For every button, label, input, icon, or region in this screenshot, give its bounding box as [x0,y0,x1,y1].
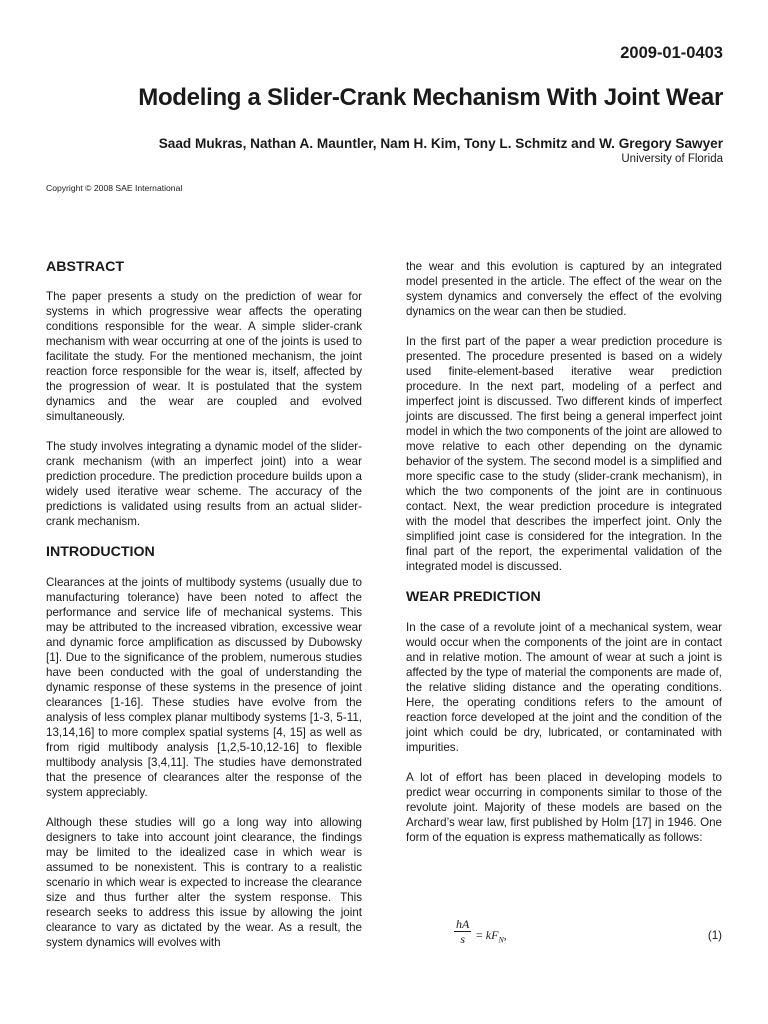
equation-denominator: s [460,932,465,946]
introduction-heading: INTRODUCTION [46,544,155,560]
left-column [46,259,362,950]
equation-rhs-variable: kF [485,928,499,942]
introduction-paragraph-1: Clearances at the joints of multibody systems (usually due to manufacturing tolerance) have been noted to affect the performance and service life of mechanical systems. This may be attributed to the increased vibration, excessive wear and dynamic force amplification as discussed by Dubowsky [1]. Due to the significance of the problem, numerous studies have been conducted with the goal of understanding the dynamic response of these systems in the presence of joint clearances [1-16]. These studies have evolve from the analysis of less complex planar multibody systems [1-3, 5-11, 13,14,16] to more complex spatial systems [4, 15] as well as from rigid multibody analysis [1,2,5-10,12-16] to flexible multibody analysis [3,4,11]. The studies have demonstrated that the presence of clearances alter the response of the system appreciably. [46,576,362,799]
paper-title: Modeling a Slider-Crank Mechanism With Joint Wear [138,84,723,111]
author-list: Saad Mukras, Nathan A. Mauntler, Nam H. Kim, Tony L. Schmitz and W. Gregory Sawyer [158,136,723,151]
equation-numerator: hA [456,917,470,931]
right-column [406,259,722,845]
continuation-paragraph-1: the wear and this evolution is captured by an integrated model presented in the article. The effect of the wear on the system dynamics and conversely the effect of the evolving dynamics on the wear can then be studied. [406,260,722,318]
abstract-paragraph-1: The paper presents a study on the prediction of wear for systems in which progressive wear affects the operating conditions responsible for the wear. A simple slider-crank mechanism with wear occurring at one of the joints is used to facilitate the study. For the mentioned mechanism, the joint reaction force responsible for the wear is, itself, affected by the progression of wear. It is postulated that the system dynamics and the wear are coupled and evolved simultaneously. [46,290,362,423]
abstract-heading: ABSTRACT [46,259,125,275]
copyright-notice: Copyright © 2008 SAE International [46,183,183,193]
affiliation: University of Florida [621,153,723,165]
equation-rhs [476,928,507,944]
wear-paragraph-1: In the case of a revolute joint of a mechanical system, wear would occur when the components of the joint are in contact and in relative motion. The amount of wear at such a joint is affected by the type of material the components are made of, the relative sliding distance and the operating conditions. Here, the operating conditions refers to the amount of reaction force developed at the joint and the condition of the joint which could be dry, lubricated, or contaminated with impurities. [406,621,722,754]
equation-fraction [454,918,471,946]
equation-number: (1) [707,929,722,942]
equation-equals: = [476,928,483,942]
equation-1 [406,918,722,958]
continuation-paragraph-2: In the first part of the paper a wear prediction procedure is presented. The procedure presented is based on a widely used finite-element-based iterative wear prediction procedure. In the next part, modeling of a perfect and imperfect joint is discussed. Two different kinds of imperfect joints are discussed. The first being a general imperfect joint model in which the two components of the joint are allowed to move relative to each other depending on the dynamic behavior of the system. The second model is a simplified and more specific case to the study (slider-crank mechanism), in which the two components of the joint are in continuous contact. Next, the wear prediction procedure is integrated with the model that describes the imperfect joint. Only the simplified joint case is considered for the integration. In the final part of the report, the experimental validation of the integrated model is discussed. [406,335,722,573]
equation-rhs-subscript: N [498,935,504,945]
abstract-paragraph-2: The study involves integrating a dynamic model of the slider-crank mechanism (with an imperfect joint) into a wear prediction procedure. The prediction procedure builds upon a widely used iterative wear scheme. The accuracy of the predictions is validated using results from an actual slider-crank mechanism. [46,440,362,528]
paper-id: 2009-01-0403 [620,44,723,62]
equation-trailing-comma: , [503,928,507,942]
introduction-paragraph-2: Although these studies will go a long way into allowing designers to take into account joint clearance, the findings may be limited to the idealized case in which wear is assumed to be nonexistent. This is contrary to a realistic scenario in which wear is expected to increase the clearance size and thus further alter the system response. This research seeks to address this issue by allowing the joint clearance to vary as dictated by the wear. As a result, the system dynamics will evolves with [46,816,362,949]
wear-paragraph-2: A lot of effort has been placed in developing models to predict wear occurring in components similar to those of the revolute joint. Majority of these models are based on the Archard’s wear law, first published by Holm [17] in 1946. One form of the equation is express mathematically as follows: [406,771,722,844]
wear-prediction-heading: WEAR PREDICTION [406,589,541,605]
